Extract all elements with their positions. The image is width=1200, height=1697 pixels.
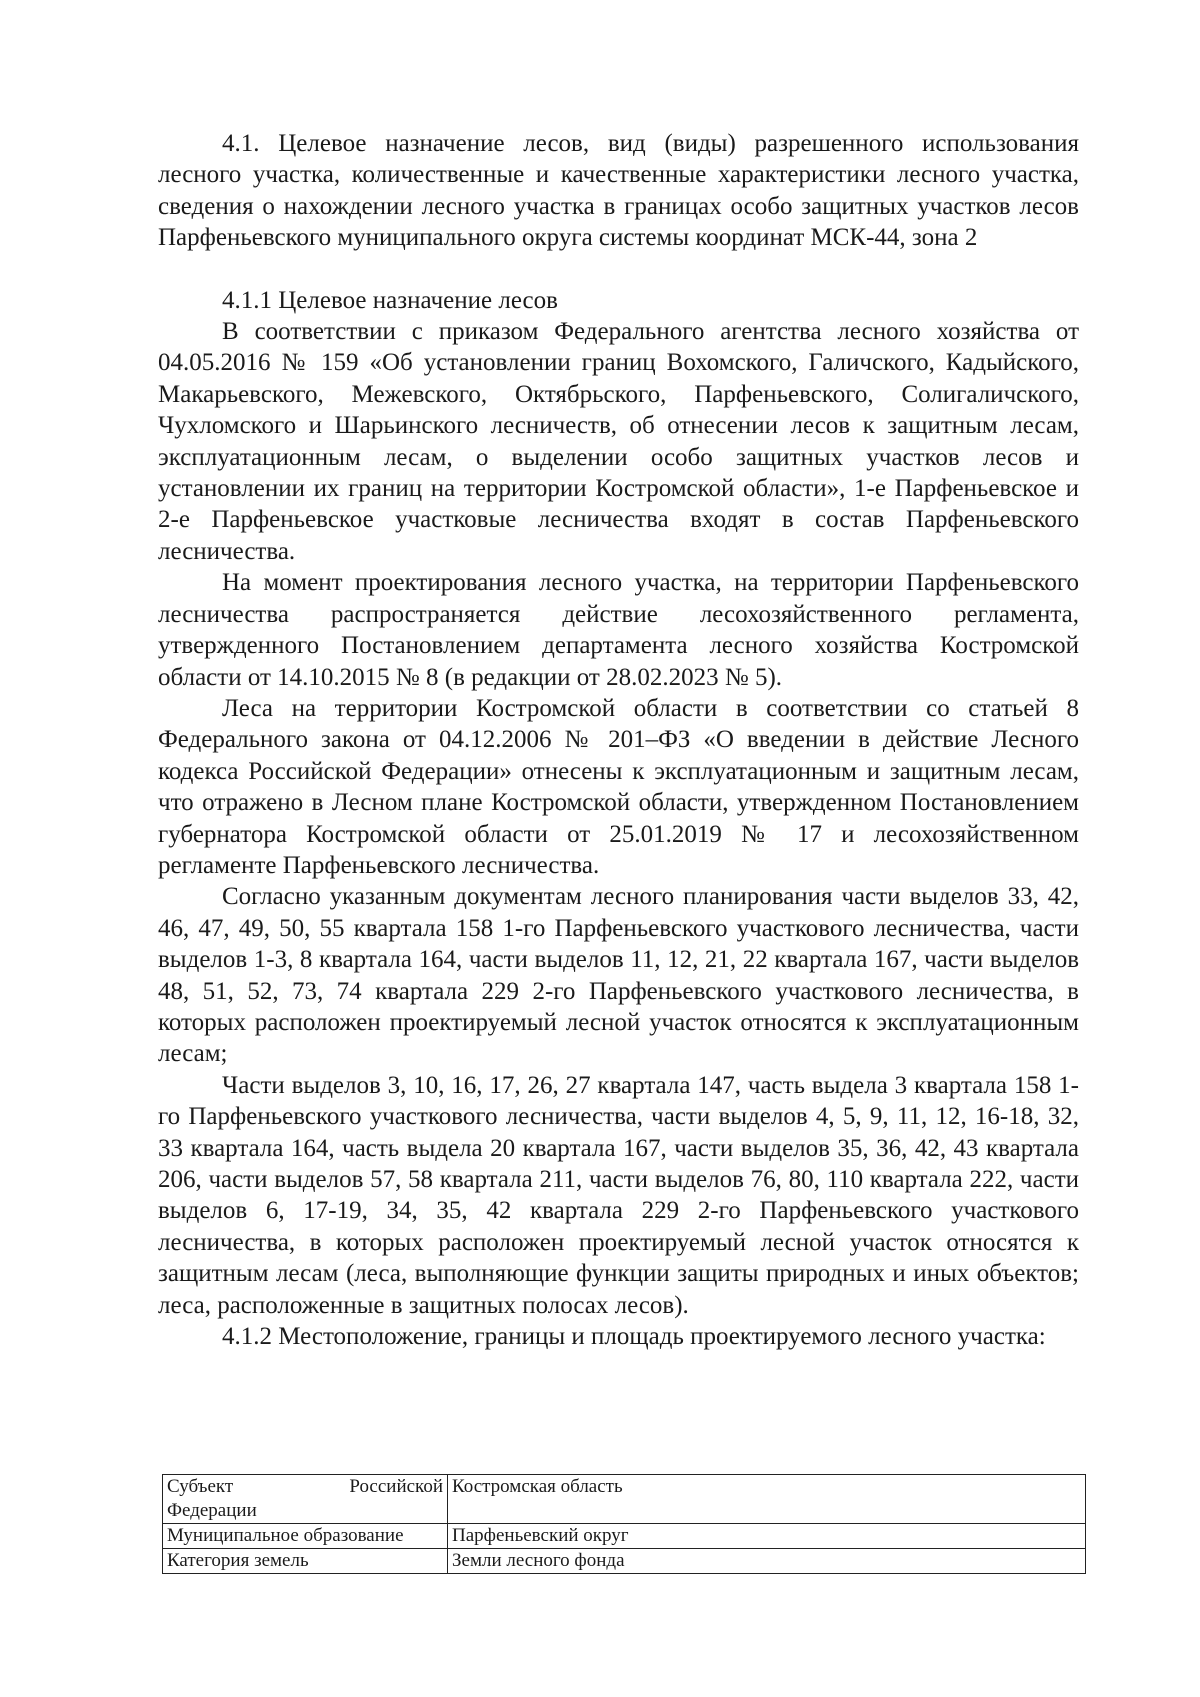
table-row xyxy=(163,1524,1086,1549)
section-heading-4-1: 4.1. Целевое назначение лесов, вид (виды) разрешенного использования лесного участка, количественные и качественные характеристики лесного участка, сведения о нахождении лесного участка в границах особо защитных участков лесов Парфеньевского муниципального округа системы координат МСК-44, зона 2 xyxy=(158,130,1079,252)
paragraph-regulation: На момент проектирования лесного участка, на территории Парфеньевского лесничества распространяется действие лесохозяйственного регламента, утвержденного Постановлением департамента лесного хозяйства Костромской области от 14.10.2015 № 8 (в редакции от 28.02.2023 № 5). xyxy=(158,569,1079,691)
table-label-text: Субъект xyxy=(167,1476,234,1497)
table-value-cell: Парфеньевский округ xyxy=(448,1524,1086,1549)
paragraph-forest-law: Леса на территории Костромской области в соответствии со статьей 8 Федерального закона от 04.12.2006 № 201–ФЗ «О введении в действие Лесного кодекса Российской Федерации» отнесены к эксплуатационным и защитным лесам, что отражено в Лесном плане Костромской области, утвержденном Постановлением губернатора Костромской области от 25.01.2019 № 17 и лесохозяйственном регламенте Парфеньевского лесничества. xyxy=(158,694,1079,879)
paragraph-exploitation-forests: Согласно указанным документам лесного планирования части выделов 33, 42, 46, 47, 49, 50, 55 квартала 158 1-го Парфеньевского участкового лесничества, части выделов 1-3, 8 квартала 164, части выделов 11, 12, 21, 22 квартала 167, части выделов 48, 51, 52, 73, 74 квартала 229 2-го Парфеньевского участкового лесничества, в которых расположен проектируемый лесной участок относятся к эксплуатационным лесам; xyxy=(158,883,1079,1068)
paragraph-order-159: В соответствии с приказом Федерального агентства лесного хозяйства от 04.05.2016 № 159 «Об установлении границ Вохомского, Галичского, Кадыйского, Макарьевского, Межевского, Октябрьского, Парфеньевского, Солигаличского, Чухломского и Шарьинского лесничеств, об отнесении лесов к защитным лесам, эксплуатационным лесам, о выделении особо защитных участков лесов и установлении их границ на территории Костромской области», 1-е Парфеньевское и 2-е Парфеньевское участковые лесничества входят в состав Парфеньевского лесничества. xyxy=(158,318,1079,565)
table-row xyxy=(163,1475,1086,1524)
section-heading-4-1-2: 4.1.2 Местоположение, границы и площадь проектируемого лесного участка: xyxy=(222,1323,1046,1351)
table-label-cell: Категория земель xyxy=(163,1549,448,1574)
location-table xyxy=(162,1474,1086,1574)
table-label-text: Российской xyxy=(349,1476,443,1497)
table-row xyxy=(163,1549,1086,1574)
table-value-cell: Костромская область xyxy=(448,1475,1086,1524)
document-body xyxy=(158,128,1079,1352)
table-label-cell: Муниципальное образование xyxy=(163,1524,448,1549)
table-label-text: Федерации xyxy=(167,1500,257,1521)
section-heading-4-1-1: 4.1.1 Целевое назначение лесов xyxy=(222,286,558,314)
table-label-cell xyxy=(163,1475,448,1524)
spacer xyxy=(158,254,1079,285)
paragraph-protective-forests: Части выделов 3, 10, 16, 17, 26, 27 квартала 147, часть выдела 3 квартала 158 1-го Парфеньевского участкового лесничества, части выделов 4, 5, 9, 11, 12, 16-18, 32, 33 квартала 164, часть выдела 20 квартала 167, части выделов 35, 36, 42, 43 квартала 206, части выделов 57, 58 квартала 211, части выделов 76, 80, 110 квартала 222, части выделов 6, 17-19, 34, 35, 42 квартала 229 2-го Парфеньевского участкового лесничества, в которых расположен проектируемый лесной участок относятся к защитным лесам (леса, выполняющие функции защиты природных и иных объектов; леса, расположенные в защитных полосах лесов). xyxy=(158,1071,1079,1319)
table-value-cell: Земли лесного фонда xyxy=(448,1549,1086,1574)
